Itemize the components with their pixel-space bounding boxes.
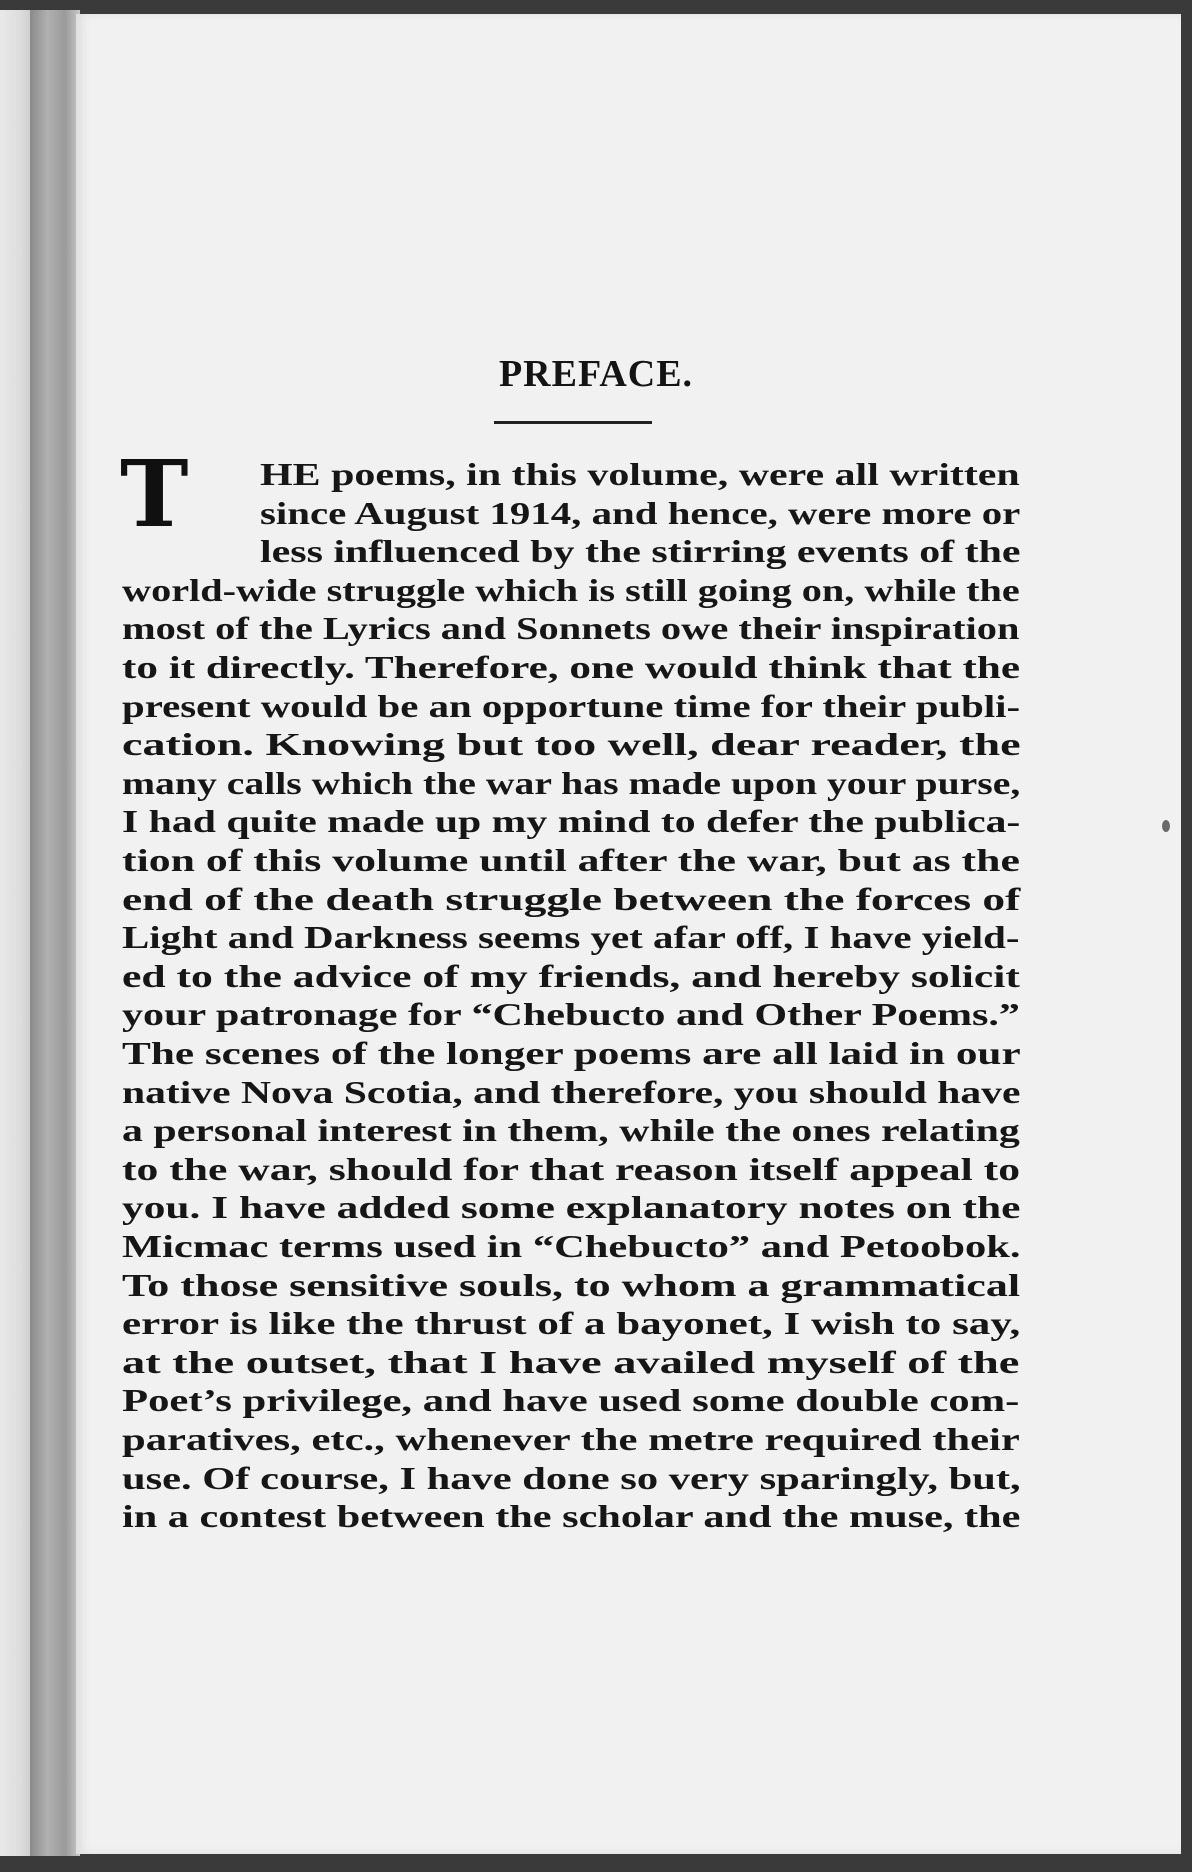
text-line: most of the Lyrics and Sonnets owe their inspiration: [122, 610, 1020, 646]
text-line: world-wide struggle which is still going on, while the: [122, 572, 1020, 608]
text-line: end of the death struggle between the forces of: [122, 881, 1021, 917]
text-line: use. Of course, I have done so very sparingly, but,: [122, 1460, 1021, 1496]
text-line: to it directly. Therefore, one would think that the: [122, 649, 1021, 685]
text-line: I had quite made up my mind to defer the publica-: [122, 803, 1021, 839]
text-line: Micmac terms used in “Chebucto” and Petoobok.: [122, 1228, 1021, 1264]
text-line: Light and Darkness seems yet afar off, I have yield-: [122, 919, 1020, 955]
text-line: native Nova Scotia, and therefore, you should have: [122, 1074, 1021, 1110]
text-line: HE poems, in this volume, were all written: [260, 456, 1020, 492]
facing-page-edge: [0, 10, 30, 1856]
text-line: The scenes of the longer poems are all laid in our: [122, 1035, 1021, 1071]
page-speck: [1162, 820, 1170, 832]
text-line: Poet’s privilege, and have used some double com-: [122, 1382, 1020, 1418]
text-line: To those sensitive souls, to whom a grammatical: [122, 1267, 1021, 1303]
title-divider: [494, 421, 652, 424]
page-title: PREFACE.: [498, 353, 694, 395]
text-line: you. I have added some explanatory notes on the: [122, 1189, 1021, 1225]
drop-cap-letter: T: [120, 440, 189, 548]
text-line: error is like the thrust of a bayonet, I wish to say,: [122, 1305, 1021, 1341]
text-line: many calls which the war has made upon your purse,: [122, 765, 1021, 801]
text-line: a personal interest in them, while the ones relating: [122, 1112, 1020, 1148]
text-line: since August 1914, and hence, were more or: [260, 495, 1021, 531]
text-line: your patronage for “Chebucto and Other Poems.”: [122, 996, 1020, 1032]
text-line: cation. Knowing but too well, dear reader, the: [122, 726, 1021, 762]
text-line: at the outset, that I have availed myself of the: [122, 1344, 1020, 1380]
text-line: tion of this volume until after the war, but as the: [122, 842, 1020, 878]
text-line: to the war, should for that reason itself appeal to: [122, 1151, 1020, 1187]
text-line: less influenced by the stirring events of the: [260, 533, 1021, 569]
text-line: present would be an opportune time for their publi-: [122, 688, 1021, 724]
text-line: paratives, etc., whenever the metre required their: [122, 1421, 1020, 1457]
text-line: ed to the advice of my friends, and hereby solicit: [122, 958, 1020, 994]
book-gutter: [30, 10, 80, 1856]
text-line: in a contest between the scholar and the muse, the: [122, 1498, 1021, 1534]
